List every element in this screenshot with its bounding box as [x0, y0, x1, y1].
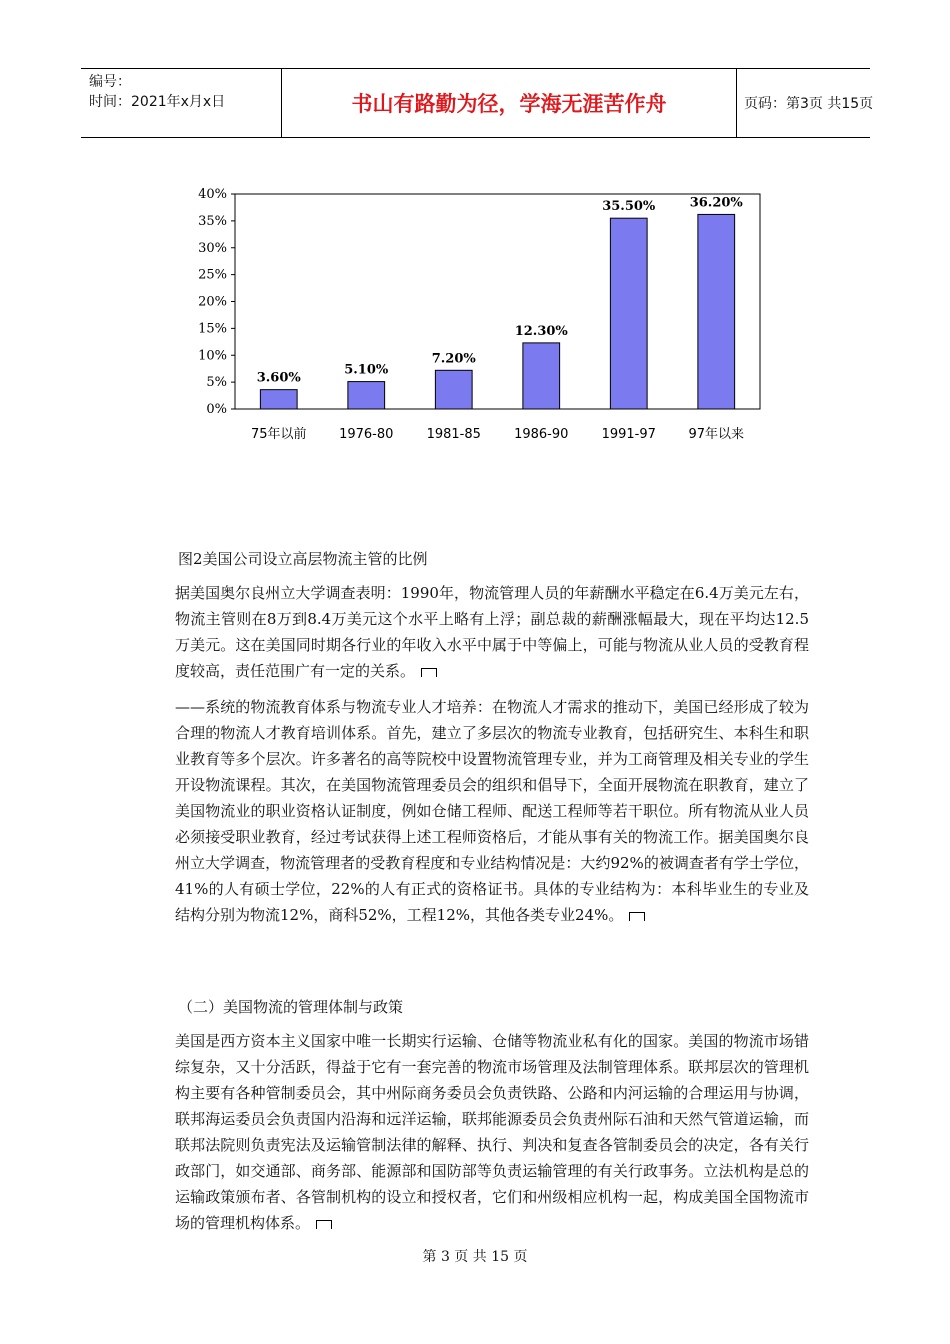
y-tick-label: 5%: [206, 375, 227, 391]
paragraph-management: [145, 1028, 809, 1236]
x-tick-label: 75年以前: [250, 427, 307, 442]
bar: [348, 382, 385, 409]
data-label: 5.10%: [344, 362, 389, 378]
bar: [260, 390, 297, 409]
number-label: 编号：: [89, 74, 131, 90]
data-label: 7.20%: [431, 351, 476, 367]
x-tick-label: 97年以来: [688, 427, 745, 442]
data-label: 35.50%: [602, 199, 656, 215]
y-tick-label: 20%: [198, 294, 227, 310]
header-page-info: 页码：第3页 共15页: [744, 96, 874, 112]
y-tick-label: 0%: [206, 402, 227, 417]
figure-caption: 图2美国公司设立高层物流主管的比例: [178, 550, 428, 568]
paragraph-text: 据美国奥尔良州立大学调查表明：1990年，物流管理人员的年薪酬水平稳定在6.4万美元左右，物流主管则在8万到8.4万美元这个水平上略有上浮；副总裁的薪酬涨幅最大，现在平均达12.5万美元。这在美国同时期各行业的年收入水平中属于中等偏上，可能与物流从业人员的受教育程度较高，责任范围广有一定的关系。: [175, 584, 809, 680]
bar: [698, 214, 735, 409]
x-tick-label: 1991-97: [601, 427, 656, 442]
paragraph-salary: [145, 580, 809, 684]
header-motto: 书山有路勤为径，学海无涯苦作舟: [281, 69, 737, 137]
bar: [610, 218, 647, 409]
y-tick-label: 35%: [198, 213, 227, 229]
page-header: [81, 68, 874, 138]
y-tick-label: 25%: [198, 267, 227, 283]
y-tick-label: 40%: [198, 187, 227, 202]
paragraph-mark-icon: [629, 912, 645, 921]
bar: [523, 343, 560, 409]
x-tick-label: 1981-85: [426, 427, 481, 442]
data-label: 12.30%: [514, 323, 568, 339]
data-label: 36.20%: [689, 195, 743, 211]
y-tick-label: 30%: [198, 240, 227, 256]
header-meta: [81, 69, 281, 137]
page-footer: 第 3 页 共 15 页: [422, 1249, 528, 1265]
paragraph-text: 美国是西方资本主义国家中唯一长期实行运输、仓储等物流业私有化的国家。美国的物流市场错综复杂，又十分活跃，得益于它有一套完善的物流市场管理及法制管理体系。联邦层次的管理机构主要有各种管制委员会，其中州际商务委员会负责铁路、公路和内河运输的合理运用与协调，联邦海运委员会负责国内沿海和远洋运输，联邦能源委员会负责州际石油和天然气管道运输，而联邦法院则负责宪法及运输管制法律的解释、执行、判决和复查各管制委员会的决定，各有关行政部门，如交通部、商务部、能源部和国防部等负责运输管理的有关行政事务。立法机构是总的运输政策颁布者、各管制机构的设立和授权者，它们和州级相应机构一起，构成美国全国物流市场的管理机构体系。: [175, 1032, 809, 1232]
data-label: 3.60%: [256, 370, 301, 386]
x-tick-label: 1986-90: [514, 427, 569, 442]
y-tick-label: 10%: [198, 348, 227, 364]
paragraph-mark-icon: [421, 668, 437, 677]
paragraph-text: ——系统的物流教育体系与物流专业人才培养：在物流人才需求的推动下，美国已经形成了较为合理的物流人才教育培训体系。首先，建立了多层次的物流专业教育，包括研究生、本科生和职业教育等多个层次。许多著名的高等院校中设置物流管理专业，并为工商管理及相关专业的学生开设物流课程。其次，在美国物流管理委员会的组织和倡导下，全面开展物流在职教育，建立了美国物流业的职业资格认证制度，例如仓储工程师、配送工程师等若干职位。所有物流从业人员必须接受职业教育，经过考试获得上述工程师资格后，才能从事有关的物流工作。据美国奥尔良州立大学调查，物流管理者的受教育程度和专业结构情况是：大约92%的被调查者有学士学位，41%的人有硕士学位，22%的人有正式的资格证书。具体的专业结构为：本科毕业生的专业及结构分别为物流12%，商科52%，工程12%，其他各类专业24%。: [175, 698, 809, 924]
bar-chart: [190, 180, 770, 450]
section-title: （二）美国物流的管理体制与政策: [178, 998, 404, 1016]
paragraph-mark-icon: [316, 1220, 332, 1229]
date-label: 时间：2021年x月x日: [89, 94, 226, 110]
x-tick-label: 1976-80: [339, 427, 394, 442]
paragraph-education: [145, 694, 809, 928]
y-tick-label: 15%: [198, 321, 227, 337]
bar: [435, 370, 472, 409]
plot-frame: [235, 194, 760, 409]
